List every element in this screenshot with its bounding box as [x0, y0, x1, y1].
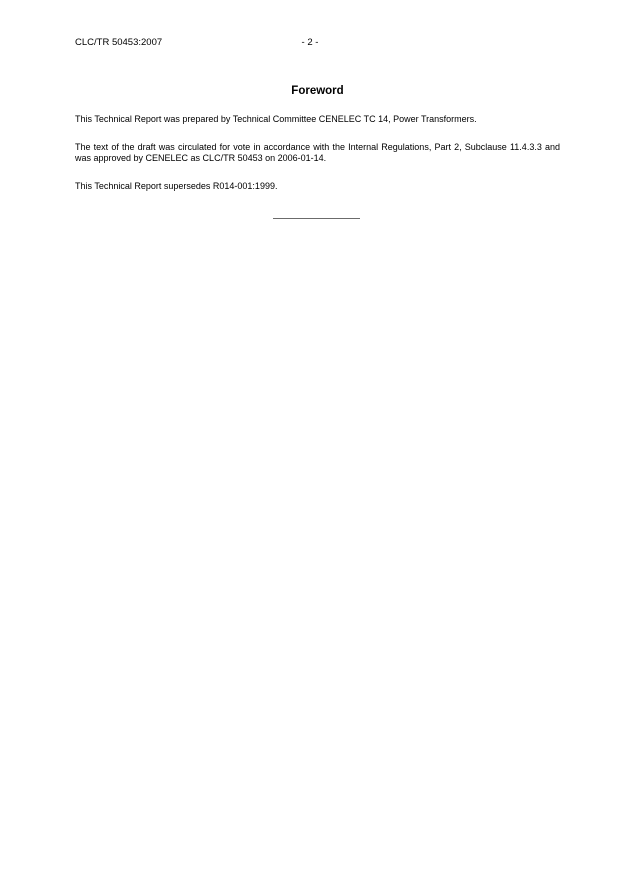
foreword-paragraph: The text of the draft was circulated for vote in accordance with the Internal Regulations, Part 2, Subclause 11.4.3.3 and was approved by CENELEC as CLC/TR 50453 on 2006-01-14.: [75, 142, 560, 163]
page-number: - 2 -: [301, 37, 319, 48]
document-identifier: CLC/TR 50453:2007: [75, 37, 163, 48]
foreword-paragraph: This Technical Report was prepared by Technical Committee CENELEC TC 14, Power Transformers.: [75, 114, 477, 124]
foreword-title: Foreword: [291, 85, 344, 97]
foreword-paragraph: This Technical Report supersedes R014-001:1999.: [75, 181, 278, 191]
section-end-rule: [273, 218, 360, 219]
